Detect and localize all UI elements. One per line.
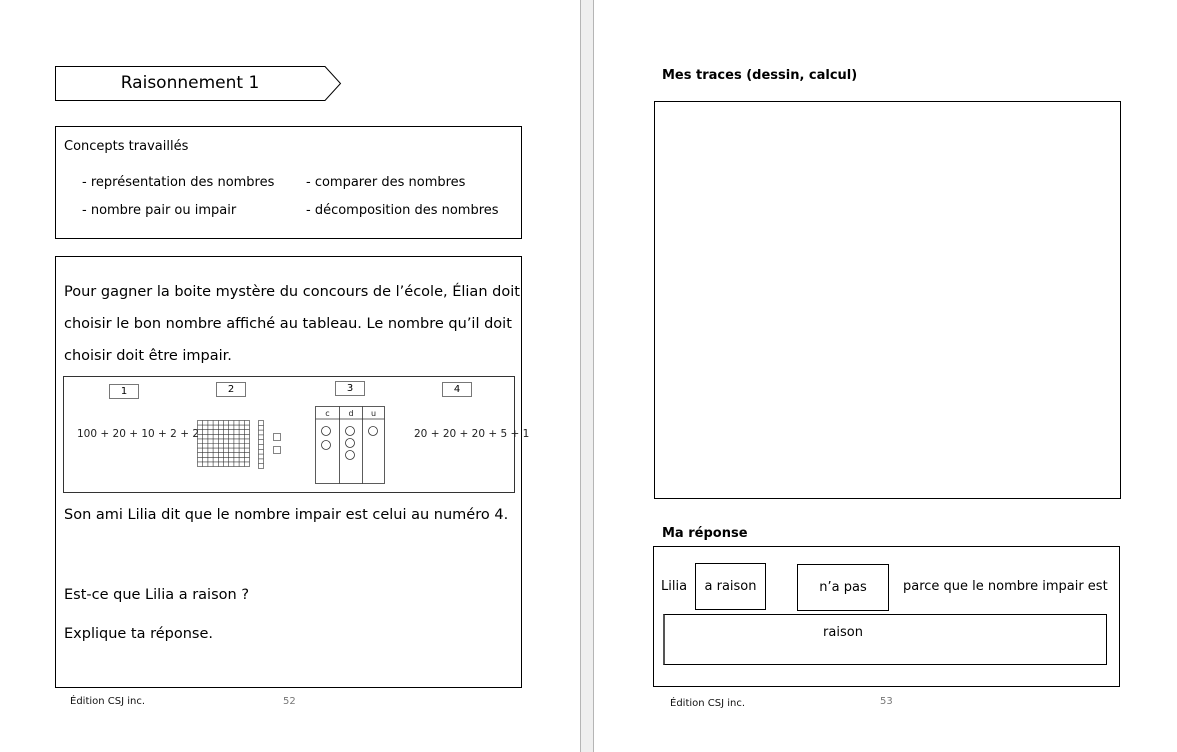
- publisher-footer: Édition CSJ inc.: [670, 698, 746, 709]
- publisher-footer: Édition CSJ inc.: [70, 696, 146, 707]
- page-title: Raisonnement 1: [120, 73, 260, 93]
- options-figure: [63, 376, 530, 493]
- answer-label: Ma réponse: [662, 526, 748, 541]
- problem-text-line: Pour gagner la boite mystère du concours de l’école, Élian doit: [64, 284, 520, 300]
- concepts-heading: Concepts travaillés: [64, 139, 189, 154]
- answer-subject: Lilia: [661, 579, 688, 594]
- problem-box: [55, 256, 530, 688]
- answer-continuation: parce que le nombre impair est: [903, 579, 1108, 594]
- question-text: Est-ce que Lilia a raison ?: [64, 587, 250, 603]
- choice-na-pas-raison[interactable]: n’a pas raison: [797, 564, 889, 611]
- concept-item: - nombre pair ou impair: [82, 203, 237, 218]
- option-label-2: 2: [216, 382, 246, 397]
- option-4-expression: 20 + 20 + 20 + 5 + 1: [414, 428, 530, 440]
- instruction-text: Explique ta réponse.: [64, 626, 214, 642]
- svg-text:d: d: [348, 409, 354, 418]
- statement-text: Son ami Lilia dit que le nombre impair est celui au numéro 4.: [64, 507, 509, 523]
- place-value-table-icon: [315, 406, 387, 486]
- page-gutter: [580, 0, 594, 752]
- svg-text:c: c: [325, 409, 330, 418]
- page-number: 53: [880, 696, 893, 707]
- answer-input-field[interactable]: [663, 614, 1107, 665]
- answer-box: [653, 546, 1120, 687]
- traces-label: Mes traces (dessin, calcul): [662, 68, 858, 83]
- base-ten-blocks-icon: [197, 420, 287, 472]
- svg-text:u: u: [370, 409, 377, 418]
- left-page: [0, 0, 580, 752]
- concept-item: - représentation des nombres: [82, 175, 275, 190]
- problem-text-line: choisir doit être impair.: [64, 348, 232, 364]
- choice-a-raison[interactable]: a raison: [695, 563, 766, 610]
- page-number: 52: [283, 696, 296, 707]
- option-label-3: 3: [335, 381, 365, 396]
- problem-text-line: choisir le bon nombre affiché au tableau. Le nombre qu’il doit: [64, 316, 512, 332]
- concepts-box: [55, 126, 522, 239]
- option-label-1: 1: [109, 384, 139, 399]
- title-banner: [55, 66, 341, 101]
- traces-drawing-area[interactable]: [654, 101, 1121, 499]
- option-label-4: 4: [442, 382, 472, 397]
- option-1-expression: 100 + 20 + 10 + 2 + 2: [77, 428, 200, 440]
- concept-item: - comparer des nombres: [306, 175, 466, 190]
- concept-item: - décomposition des nombres: [306, 203, 499, 218]
